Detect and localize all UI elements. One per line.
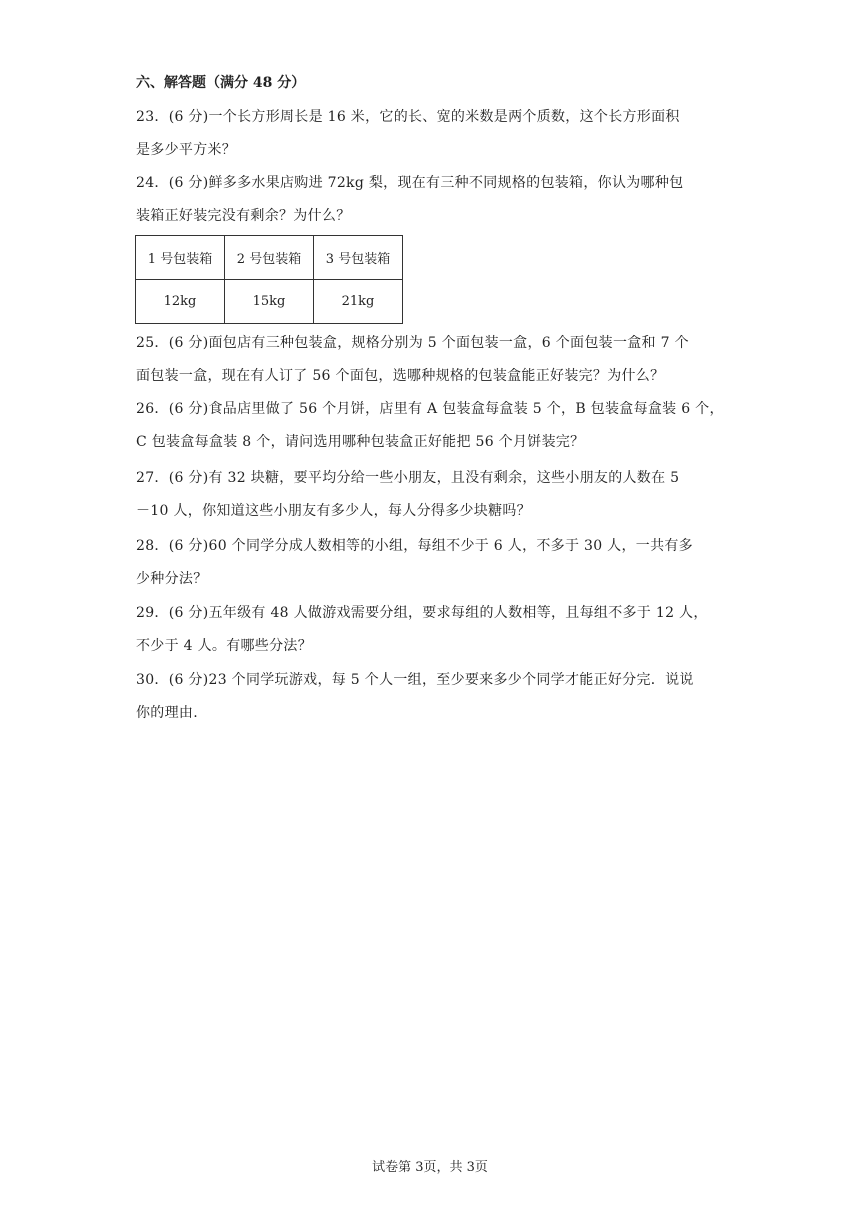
table-cell: 12kg [136, 280, 225, 324]
question-line: 少种分法？ [136, 571, 208, 587]
question-line: 你的理由. [136, 705, 198, 721]
table-header-cell: 2 号包装箱 [225, 236, 314, 280]
question-line: －10 人，你知道这些小朋友有多少人，每人分得多少块糖吗？ [136, 503, 531, 519]
question-30 [136, 664, 726, 730]
question-25 [136, 327, 726, 393]
packing-box-table [135, 235, 403, 324]
question-27 [136, 462, 726, 528]
question-line: 28．(6 分)60 个同学分成人数相等的小组，每组不少于 6 人，不多于 30 人，一共有多 [136, 538, 693, 554]
question-29 [136, 597, 726, 663]
question-24 [136, 167, 726, 233]
question-line: C 包装盒每盒装 8 个，请问选用哪种包装盒正好能把 56 个月饼装完？ [136, 434, 585, 450]
table-row [136, 280, 403, 324]
question-line: 26．(6 分)食品店里做了 56 个月饼，店里有 A 包装盒每盒装 5 个，B 包装盒每盒装 6 个， [136, 401, 724, 417]
table-cell: 21kg [314, 280, 403, 324]
question-line: 29．(6 分)五年级有 48 人做游戏需要分组，要求每组的人数相等，且每组不多于 12 人， [136, 605, 708, 621]
section-title: 六、解答题（满分 48 分） [136, 75, 306, 91]
question-28 [136, 530, 726, 596]
table-header-row [136, 236, 403, 280]
question-line: 24．(6 分)鲜多多水果店购进 72kg 梨，现在有三种不同规格的包装箱，你认为哪种包 [136, 175, 684, 191]
table-header-cell: 1 号包装箱 [136, 236, 225, 280]
question-26 [136, 393, 726, 459]
question-line: 30．(6 分)23 个同学玩游戏，每 5 个人一组，至少要来多少个同学才能正好分完．说说 [136, 672, 694, 688]
question-line: 不少于 4 人。有哪些分法？ [136, 638, 313, 654]
question-line: 27．(6 分)有 32 块糖，要平均分给一些小朋友，且没有剩余，这些小朋友的人数在 5 [136, 470, 680, 486]
page-footer: 试卷第 3页，共 3页 [372, 1160, 488, 1175]
table-cell: 15kg [225, 280, 314, 324]
question-23 [136, 101, 726, 167]
question-line: 面包装一盒，现在有人订了 56 个面包，选哪种规格的包装盒能正好装完？为什么？ [136, 368, 665, 384]
question-line: 23．(6 分)一个长方形周长是 16 米，它的长、宽的米数是两个质数，这个长方形面积 [136, 109, 680, 125]
question-line: 装箱正好装完没有剩余？为什么？ [136, 208, 351, 224]
question-line: 25．(6 分)面包店有三种包装盒，规格分别为 5 个面包装一盒，6 个面包装一盒和 7 个 [136, 335, 689, 351]
table-header-cell: 3 号包装箱 [314, 236, 403, 280]
question-line: 是多少平方米？ [136, 142, 237, 158]
